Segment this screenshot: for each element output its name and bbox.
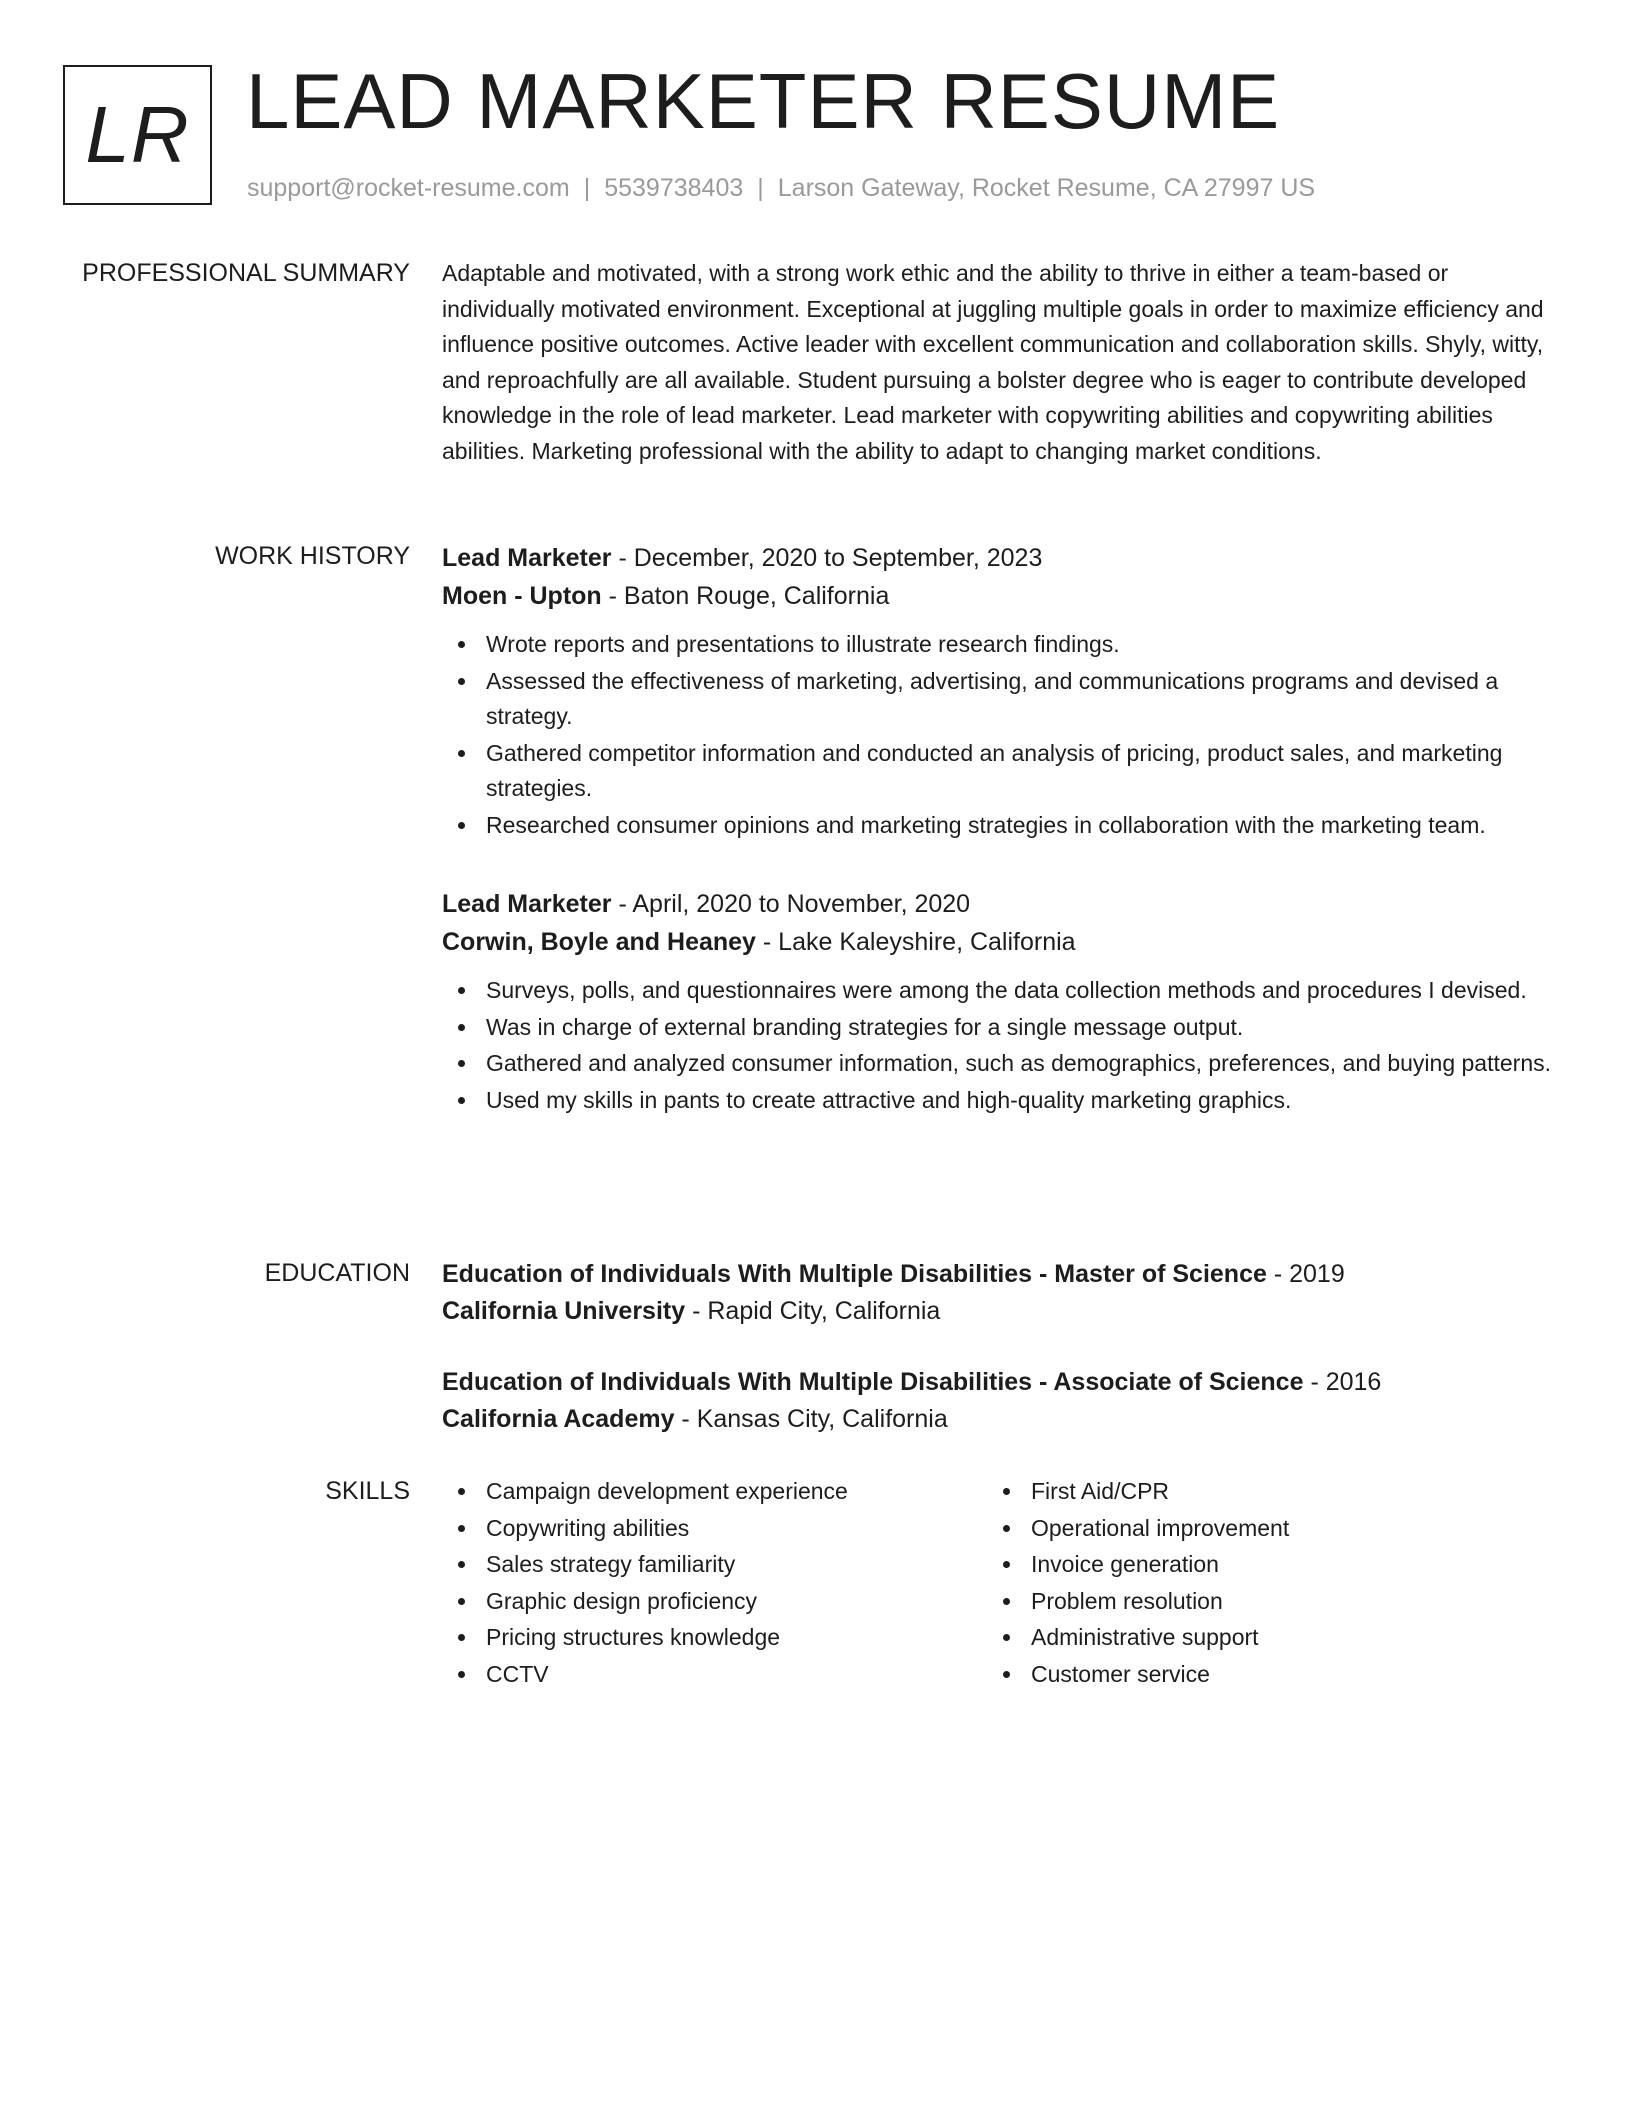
job-bullets (442, 627, 1552, 843)
education-entry (442, 1364, 1552, 1438)
education-year: - 2016 (1303, 1368, 1382, 1396)
job-company-line (442, 577, 1552, 615)
education-body (442, 1256, 1552, 1438)
list-item: Used my skills in pants to create attractive and high-quality marketing graphics. (442, 1083, 1552, 1119)
education-degree: Education of Individuals With Multiple Disabilities - Associate of Science (442, 1368, 1304, 1396)
section-label-skills: SKILLS (325, 1477, 410, 1505)
list-item: Was in charge of external branding strategies for a single message output. (442, 1010, 1552, 1046)
list-item: Assessed the effectiveness of marketing, advertising, and communications programs and devised a strategy. (442, 664, 1552, 735)
skill-item: Copywriting abilities (442, 1511, 987, 1547)
monogram-logo (63, 65, 212, 205)
skill-item: Pricing structures knowledge (442, 1620, 987, 1656)
contact-line (247, 173, 1315, 203)
education-degree-line (442, 1256, 1552, 1293)
skills-list (987, 1474, 1532, 1692)
job-title: Lead Marketer (442, 544, 612, 572)
education-location: - Rapid City, California (685, 1297, 941, 1325)
skills-list (442, 1474, 987, 1692)
summary-body (442, 256, 1552, 469)
section-label-summary: PROFESSIONAL SUMMARY (82, 259, 410, 287)
skill-item: Campaign development experience (442, 1474, 987, 1510)
education-school: California Academy (442, 1405, 675, 1433)
skill-item: Graphic design proficiency (442, 1584, 987, 1620)
skills-column-right (987, 1474, 1532, 1693)
list-item: Wrote reports and presentations to illustrate research findings. (442, 627, 1552, 663)
skill-item: Customer service (987, 1657, 1532, 1693)
skill-item: Invoice generation (987, 1547, 1532, 1583)
education-year: - 2019 (1266, 1260, 1345, 1288)
job-title-line (442, 539, 1552, 577)
section-label-education: EDUCATION (264, 1259, 410, 1287)
monogram-initials: LR (85, 90, 190, 179)
contact-phone[interactable]: 5539738403 (604, 174, 744, 202)
job-company-line (442, 923, 1552, 961)
job-bullets (442, 973, 1552, 1118)
job-entry (442, 539, 1552, 843)
skills-columns (442, 1474, 1552, 1693)
education-location: - Kansas City, California (674, 1405, 948, 1433)
list-item: Gathered and analyzed consumer information, such as demographics, preferences, and buying patterns. (442, 1046, 1552, 1082)
list-item: Surveys, polls, and questionnaires were among the data collection methods and procedures I devised. (442, 973, 1552, 1009)
skill-item: Administrative support (987, 1620, 1532, 1656)
skill-item: CCTV (442, 1657, 987, 1693)
summary-text: Adaptable and motivated, with a strong work ethic and the ability to thrive in either a team-based or individually motivated environment. Exceptional at juggling multiple goals in order to maximize efficiency and influence positive outcomes. Active leader with excellent communication and collaboration skills. Shyly, witty, and reproachfully are all available. Student pursuing a bolster degree who is eager to contribute developed knowledge in the role of lead marketer. Lead marketer with copywriting abilities and copywriting abilities abilities. Marketing professional with the ability to adapt to changing market conditions. (442, 260, 1544, 464)
skill-item: Operational improvement (987, 1511, 1532, 1547)
job-title: Lead Marketer (442, 890, 612, 918)
education-degree: Education of Individuals With Multiple Disabilities - Master of Science (442, 1260, 1267, 1288)
education-school: California University (442, 1297, 686, 1325)
list-item: Gathered competitor information and conducted an analysis of pricing, product sales, and marketing strategies. (442, 736, 1552, 807)
work-history-body (442, 539, 1552, 1119)
section-label-work-history: WORK HISTORY (215, 542, 410, 570)
education-entry (442, 1256, 1552, 1330)
skill-item: First Aid/CPR (987, 1474, 1532, 1510)
education-degree-line (442, 1364, 1552, 1401)
job-dates: - April, 2020 to November, 2020 (611, 890, 971, 918)
education-school-line (442, 1293, 1552, 1330)
job-location: - Baton Rouge, California (601, 582, 890, 610)
skills-column-left (442, 1474, 987, 1693)
job-company: Moen - Upton (442, 582, 602, 610)
skill-item: Problem resolution (987, 1584, 1532, 1620)
skills-body (442, 1474, 1552, 1693)
skill-item: Sales strategy familiarity (442, 1547, 987, 1583)
job-dates: - December, 2020 to September, 2023 (611, 544, 1043, 572)
contact-separator: | (757, 174, 764, 202)
resume-title: LEAD MARKETER RESUME (246, 57, 1281, 145)
contact-email[interactable]: support@rocket-resume.com (247, 174, 570, 202)
contact-separator: | (583, 174, 591, 202)
job-company: Corwin, Boyle and Heaney (442, 928, 756, 956)
list-item: Researched consumer opinions and marketing strategies in collaboration with the marketing team. (442, 808, 1552, 844)
job-location: - Lake Kaleyshire, California (755, 928, 1076, 956)
education-school-line (442, 1401, 1552, 1438)
job-entry (442, 885, 1552, 1118)
job-title-line (442, 885, 1552, 923)
contact-address: Larson Gateway, Rocket Resume, CA 27997 US (777, 174, 1316, 202)
